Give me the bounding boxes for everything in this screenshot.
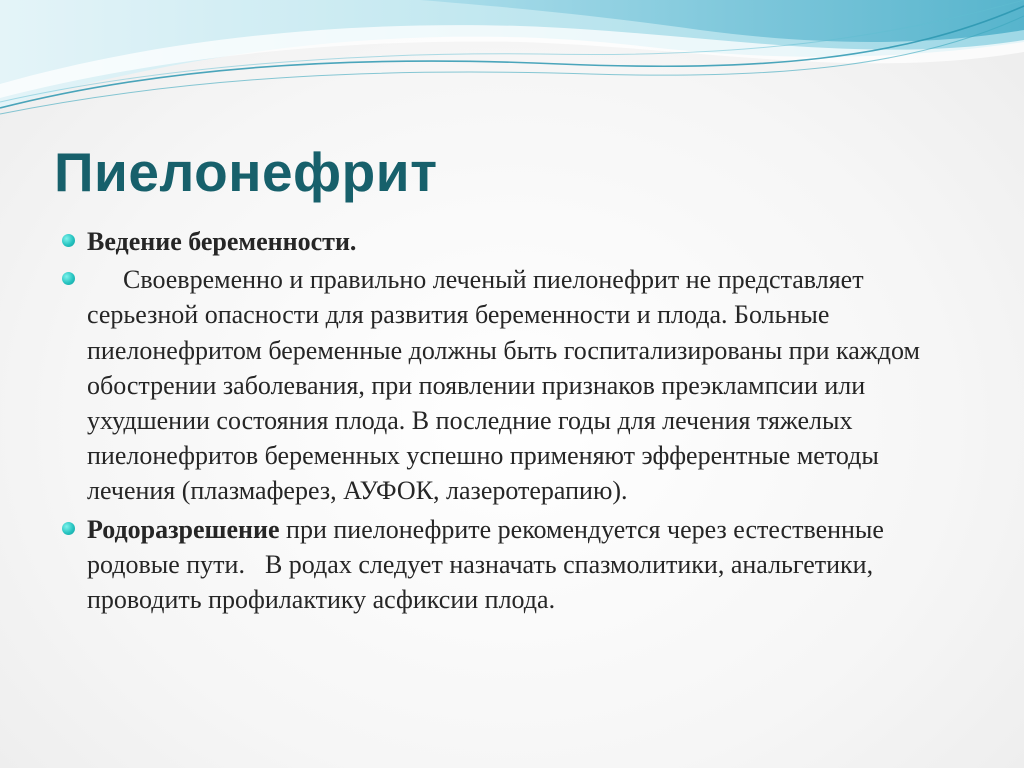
bullet-paragraph-delivery-2: В родах следует назначать спазмолитики, анальгетики, проводить профилактику асфиксии плода. <box>87 549 874 615</box>
bullet-item-pregnancy <box>62 224 967 259</box>
bullet-heading-pregnancy: Ведение беременности. <box>87 227 357 256</box>
bullet-paragraph-delivery-1: при пиелонефрите рекомендуется через естественные родовые пути. <box>87 514 884 579</box>
bullet-item-delivery <box>62 512 967 618</box>
bullet-icon <box>62 234 75 247</box>
bullet-list <box>62 224 967 617</box>
bullet-text <box>87 265 920 505</box>
bullet-item-treatment <box>62 262 967 508</box>
bullet-text <box>87 227 356 256</box>
slide-title: Пиелонефрит <box>54 141 438 203</box>
bullet-text <box>87 515 884 614</box>
bullet-icon <box>62 272 75 285</box>
bullet-paragraph-treatment: Своевременно и правильно леченый пиелонефрит не представляет серьезной опасности для развития беременности и плода. Больные пиелонефритом беременные должны быть госпитализированы при каждом обострении заболевания, при появлении признаков преэклампсии или ухудшении состояния плода. В последние годы для лечения тяжелых пиелонефритов беременных успешно применяют эфферентные методы лечения (плазмаферез, АУФОК, лазеротерапию). <box>87 265 920 506</box>
bullet-icon <box>62 522 75 535</box>
bullet-heading-delivery: Родоразрешение <box>87 514 280 544</box>
header-wave-decoration <box>0 0 1024 130</box>
